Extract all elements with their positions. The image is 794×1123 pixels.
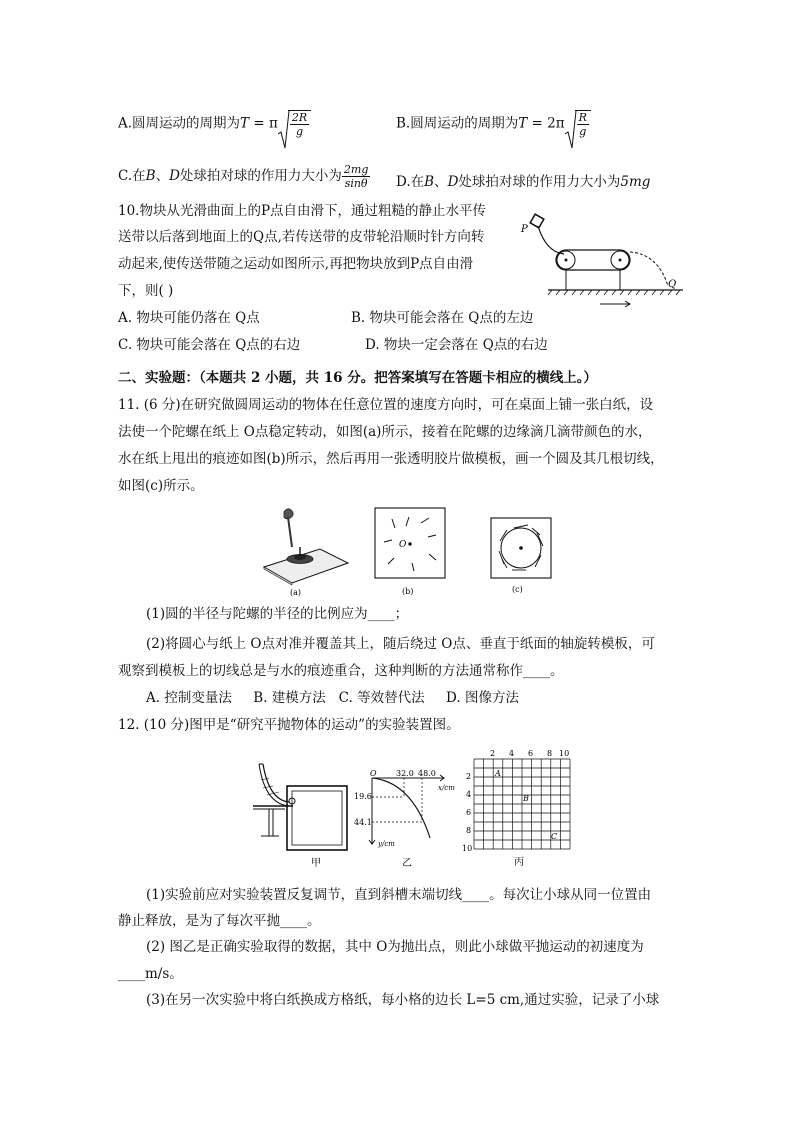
q11-figure-b xyxy=(374,506,446,598)
q12-sub-2b: ____m/s。 xyxy=(118,966,183,982)
q9-option-a-num: 2R xyxy=(291,111,308,124)
q12-yi-x2: 48.0 xyxy=(418,769,436,778)
q12-sub-1a: (1)实验前应对实验装置反复调节，直到斜槽末端切线____。每次让小球从同一位置由 xyxy=(146,887,652,903)
q11-figure-a xyxy=(258,503,354,599)
q12-sub-1b: 静止释放，是为了每次平抛____。 xyxy=(118,913,321,929)
q11-figure-c xyxy=(490,517,562,599)
q9-option-b-den: g xyxy=(579,125,587,138)
q10-option-b: B. 物块可能会落在 Q点的左边 xyxy=(351,310,534,326)
q12-bing-point-b: B xyxy=(523,794,529,803)
q12-chute xyxy=(263,764,289,802)
q9-option-a-symbol: T xyxy=(240,115,250,132)
q12-figure-yi xyxy=(354,768,464,876)
q12-bing-left-2: 2 xyxy=(466,772,472,781)
q12-bing-left-8: 8 xyxy=(466,826,472,835)
section-2-heading: 二、实验题：（本题共 2 小题，共 16 分。把答案填写在答题卡相应的横线上。） xyxy=(118,370,597,386)
q10-label-p: P xyxy=(521,224,528,235)
q11-line-4: 如图(c)所示。 xyxy=(118,478,204,494)
q11-options: A. 控制变量法 B. 建模方法 C. 等效替代法 D. 图像方法 xyxy=(146,690,519,706)
q11-figure-c-label: (c) xyxy=(512,585,523,594)
q9-option-c-den: sinθ xyxy=(344,177,368,190)
q12-yi-ycm: y/cm xyxy=(378,840,395,848)
q12-board xyxy=(287,786,347,850)
q9-option-c-num: 2mg xyxy=(343,163,369,176)
q11-figure-b-label: (b) xyxy=(402,587,414,596)
q9-option-a-prefix: A.圆周运动的周期为 xyxy=(118,115,241,132)
q11-figure-b-o: O xyxy=(399,540,407,550)
q12-figure-bing xyxy=(462,750,572,870)
q11-sub-2b: 观察到模板上的切线总是与水的痕迹重合，这种判断的方法通常称作____。 xyxy=(118,663,564,679)
q9-option-d xyxy=(396,170,650,190)
q10-block xyxy=(530,214,544,228)
q9-option-b-eq: = 2π xyxy=(527,115,565,132)
q9-option-c-mid: 处球拍对球的作用力大小为 xyxy=(179,168,342,184)
q9-option-d-d: D xyxy=(447,174,459,190)
q11-figure-a-label: (a) xyxy=(290,588,302,597)
q12-label-bing: 丙 xyxy=(514,857,524,868)
q9-option-c-prefix: C.在 xyxy=(118,168,146,184)
q12-bing-top-6: 6 xyxy=(528,750,534,758)
q9-option-d-b: B xyxy=(424,174,435,190)
q9-option-b-prefix: B.圆周运动的周期为 xyxy=(396,115,519,132)
q9-option-b-sqrt xyxy=(565,110,591,138)
q9-option-b xyxy=(396,110,591,138)
q10-option-a: A. 物块可能仍落在 Q点 xyxy=(118,310,260,326)
q11-line-3: 水在纸上甩出的痕迹如图(b)所示，然后再用一张透明胶片做模板，画一个圆及其几根切线， xyxy=(118,451,664,467)
q12-bing-top-10: 10 xyxy=(559,750,570,758)
q10-line-4: 下，则( ) xyxy=(118,283,174,299)
q12-yi-xcm: x/cm xyxy=(438,784,455,792)
q9-option-a-eq: = π xyxy=(249,115,278,132)
q12-bing-top-2: 2 xyxy=(490,750,496,758)
q9-option-a xyxy=(118,110,311,138)
q12-bing-point-a: A xyxy=(495,769,501,778)
q9-option-b-num: R xyxy=(578,111,587,124)
q9-option-c xyxy=(118,163,370,190)
q9-option-d-mid: 处球拍对球的作用力大小为 xyxy=(458,174,621,190)
q12-label-jia: 甲 xyxy=(311,858,321,869)
q11-sub-1: (1)圆的半径与陀螺的半径的比例应为____； xyxy=(146,606,409,622)
q11-sub-2a: (2)将圆心与纸上 O点对准并覆盖其上，随后绕过 O点、垂直于纸面的轴旋转模板，可 xyxy=(146,636,655,652)
q10-label-q: Q xyxy=(668,279,677,290)
q12-figure-jia xyxy=(245,760,357,872)
q12-bing-left-4: 4 xyxy=(466,790,472,799)
q9-option-c-d: D xyxy=(169,168,180,184)
q10-line-2: 送带以后落到地面上的Q点,若传送带的皮带轮沿顺时针方向转 xyxy=(118,229,485,245)
q12-bing-point-c: C xyxy=(551,832,558,841)
q12-yi-x1: 32.0 xyxy=(396,769,414,778)
q10-conveyor-figure xyxy=(518,210,688,310)
q12-label-yi: 乙 xyxy=(402,858,412,869)
q9-option-a-sqrt xyxy=(278,110,311,138)
q9-option-c-sep: 、 xyxy=(155,168,170,184)
q12-sub-2a: (2) 图乙是正确实验取得的数据，其中 O为抛出点，则此小球做平抛运动的初速度为 xyxy=(146,939,644,955)
q9-option-b-symbol: T xyxy=(518,115,528,132)
q10-line-1: 10.物块从光滑曲面上的P点自由滑下，通过粗糙的静止水平传 xyxy=(118,203,487,219)
q12-bing-left-10: 10 xyxy=(462,844,473,853)
q9-option-d-sep: 、 xyxy=(434,174,448,190)
q12-sub-3: (3)在另一次实验中将白纸换成方格纸，每小格的边长 L=5 cm,通过实验，记录了小球 xyxy=(146,992,660,1008)
q12-yi-trajectory xyxy=(372,778,430,838)
q10-option-d: D. 物块一定会落在 Q点的右边 xyxy=(365,337,548,353)
q12-yi-y2: 44.1 xyxy=(354,818,372,827)
q12-yi-origin: O xyxy=(370,769,377,778)
q9-option-d-val: 5mg xyxy=(620,174,651,190)
q10-line-3: 动起来,使传送带随之运动如图所示,再把物块放到P点自由滑 xyxy=(118,256,474,272)
q12-yi-y1: 19.6 xyxy=(354,792,372,801)
q12-bing-left-6: 6 xyxy=(466,808,472,817)
q11-line-2: 法使一个陀螺在纸上 O点稳定转动，如图(a)所示，接着在陀螺的边缘滴几滴带颜色的水， xyxy=(118,424,652,440)
q9-option-a-den: g xyxy=(295,125,303,138)
q12-bing-top-4: 4 xyxy=(509,750,515,758)
q9-option-c-b: B xyxy=(145,168,156,184)
q10-trajectory xyxy=(630,252,668,286)
q12-bing-top-8: 8 xyxy=(547,750,553,758)
q11-line-1: 11. (6 分)在研究做圆周运动的物体在任意位置的速度方向时，可在桌面上铺一张白纸，设 xyxy=(118,397,654,413)
q10-option-c: C. 物块可能会落在 Q点的右边 xyxy=(118,337,301,353)
q10-slope xyxy=(538,226,564,254)
q9-option-d-prefix: D.在 xyxy=(396,174,425,190)
q12-intro: 12. (10 分)图甲是“研究平抛物体的运动”的实验装置图。 xyxy=(118,717,460,733)
